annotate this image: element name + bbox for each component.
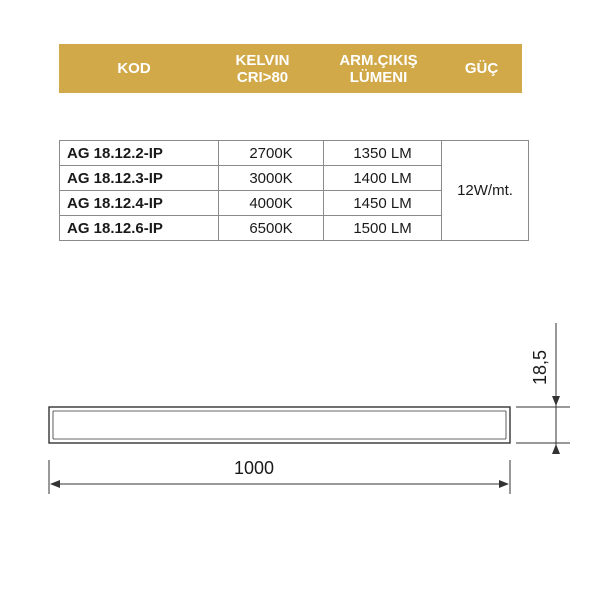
length-label: 1000 — [234, 458, 275, 478]
fixture-outline — [49, 407, 510, 443]
row-code: AG 18.12.2-IP — [60, 141, 219, 166]
row-lumen: 1400 LM — [324, 166, 442, 191]
row-lumen: 1450 LM — [324, 191, 442, 216]
header-guc: GÜÇ — [464, 60, 499, 77]
height-label: 18,5 — [530, 349, 550, 385]
length-dimension — [49, 460, 510, 494]
row-lumen: 1500 LM — [324, 216, 442, 241]
row-code: AG 18.12.6-IP — [60, 216, 219, 241]
row-code: AG 18.12.3-IP — [60, 166, 219, 191]
row-lumen: 1350 LM — [324, 141, 442, 166]
header-kelvin: KELVIN CRI>80 — [235, 51, 290, 86]
row-kelvin: 6500K — [219, 216, 324, 241]
height-dimension — [516, 323, 570, 454]
header-lumen: ARM.ÇIKIŞ LÜMENI — [339, 51, 418, 86]
row-kelvin: 3000K — [219, 166, 324, 191]
row-kelvin: 2700K — [219, 141, 324, 166]
header-kod: KOD — [117, 60, 151, 77]
row-code: AG 18.12.4-IP — [60, 191, 219, 216]
row-kelvin: 4000K — [219, 191, 324, 216]
power-cell: 12W/mt. — [442, 141, 529, 241]
